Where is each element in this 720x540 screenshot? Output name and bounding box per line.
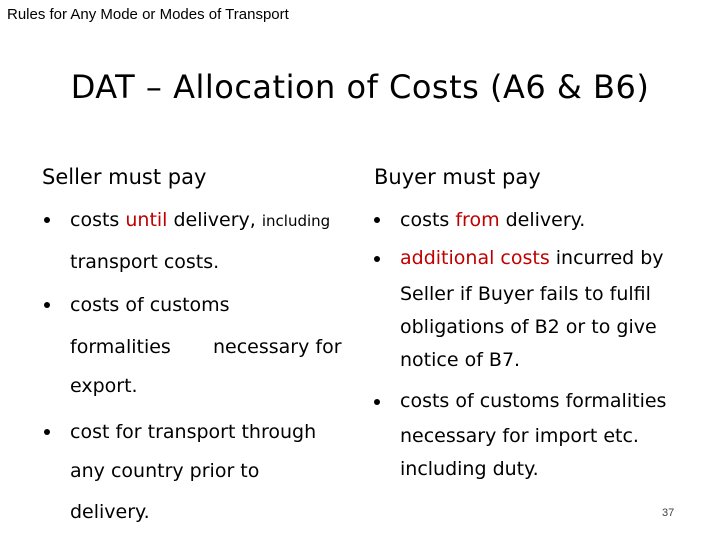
bullet-icon [374, 217, 380, 223]
buyer-item-1-line-1: costs from delivery. [400, 209, 586, 231]
buyer-item-2-line-1: additional costs incurred by [400, 247, 664, 269]
bullet-icon [44, 429, 50, 435]
buyer-heading: Buyer must pay [374, 165, 541, 189]
seller-item-1-line-2: transport costs. [70, 251, 220, 273]
bullet-icon [374, 399, 380, 405]
page-number: 37 [662, 507, 675, 519]
bullet-icon [374, 256, 380, 262]
seller-item-3-line-3: delivery. [70, 501, 150, 523]
slide-header: Rules for Any Mode or Modes of Transport [7, 6, 289, 23]
buyer-item-2-line-3: obligations of B2 or to give [400, 316, 657, 338]
slide-title: DAT – Allocation of Costs (A6 & B6) [70, 68, 650, 106]
bullet-icon [44, 302, 50, 308]
buyer-item-3-line-1: costs of customs formalities [400, 390, 667, 412]
emphasis-until: until [125, 209, 168, 231]
seller-item-2-line-3: export. [70, 375, 138, 397]
buyer-item-2-line-4: notice of B7. [400, 349, 521, 371]
buyer-item-3-line-3: including duty. [400, 458, 539, 480]
seller-item-2-line-2b: necessary for [213, 336, 342, 358]
seller-item-3-line-1: cost for transport through [70, 421, 317, 443]
bullet-icon [44, 217, 50, 223]
emphasis-additional-costs: additional costs [400, 247, 550, 269]
seller-heading: Seller must pay [42, 165, 207, 189]
including-text: including [261, 212, 331, 230]
buyer-item-2-line-2: Seller if Buyer fails to fulfil [400, 283, 651, 305]
seller-item-1-line-1: costs until delivery, including [70, 209, 331, 231]
seller-item-3-line-2: any country prior to [70, 460, 260, 482]
seller-item-2-line-1: costs of customs [70, 294, 230, 316]
buyer-item-3-line-2: necessary for import etc. [400, 425, 639, 447]
seller-item-2-line-2a: formalities [70, 336, 171, 358]
emphasis-from: from [455, 209, 500, 231]
